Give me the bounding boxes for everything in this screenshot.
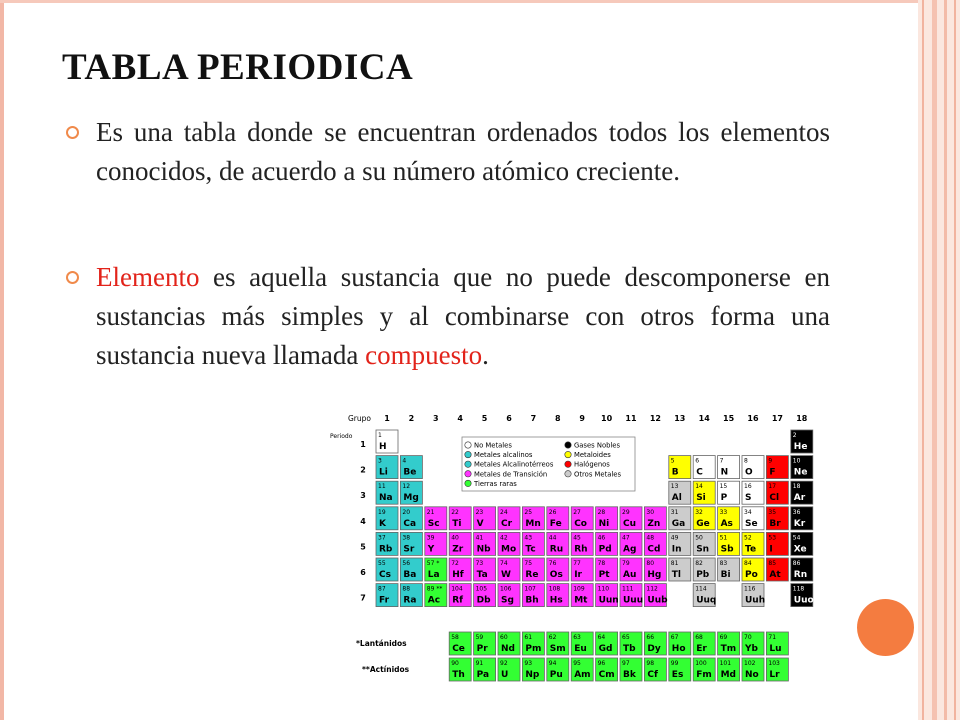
element-symbol: Fe: [549, 518, 562, 529]
bullet-definition-elemento: [96, 258, 830, 375]
element-number: 89 **: [426, 585, 443, 593]
group-axis-label: Grupo: [348, 414, 371, 423]
element-symbol: Sn: [696, 544, 710, 555]
element-number: 11: [378, 483, 386, 491]
element-number: 74: [500, 560, 508, 567]
element-symbol: Se: [745, 518, 758, 529]
element-symbol: Ca: [403, 518, 417, 529]
group-number-label: 15: [723, 414, 735, 423]
element-symbol: Ce: [452, 644, 465, 654]
element-number: 10: [792, 457, 801, 465]
bullet-marker-icon: [66, 271, 79, 284]
element-symbol: Nd: [501, 644, 515, 654]
legend-swatch-icon: [465, 451, 471, 457]
element-symbol: Ta: [476, 570, 488, 580]
group-number-label: 5: [481, 414, 488, 423]
element-number: 22: [451, 508, 459, 516]
element-symbol: Cr: [501, 518, 513, 529]
element-symbol: Gd: [598, 644, 613, 654]
element-number: 42: [500, 534, 508, 542]
element-number: 53: [768, 534, 777, 542]
element-number: 40: [451, 534, 459, 542]
element-number: 51: [719, 534, 728, 542]
element-symbol: Li: [379, 467, 388, 478]
element-symbol: Mg: [403, 493, 419, 504]
actinides-label: **Actínidos: [362, 665, 410, 674]
element-symbol: Sc: [427, 518, 440, 529]
element-number: 116: [744, 585, 756, 593]
element-number: 97: [622, 660, 630, 667]
element-number: 86: [792, 560, 801, 567]
element-number: 110: [597, 585, 610, 593]
element-number: 37: [378, 534, 386, 542]
element-number: 48: [646, 534, 655, 542]
element-number: 95: [573, 660, 581, 667]
element-number: 67: [670, 634, 679, 641]
element-number: 55: [378, 560, 386, 567]
element-number: 75: [524, 560, 533, 567]
element-symbol: Ni: [598, 518, 610, 529]
element-symbol: Db: [476, 595, 491, 606]
legend-swatch-icon: [465, 471, 471, 477]
element-number: 36: [792, 508, 801, 516]
legend-label: Metaloides: [574, 451, 611, 460]
group-number-label: 16: [747, 414, 759, 423]
element-symbol: Uub: [647, 595, 668, 606]
element-symbol: Pm: [525, 644, 542, 654]
element-number: 9: [768, 457, 773, 465]
orange-circle-decoration: [857, 599, 914, 656]
element-symbol: La: [427, 570, 440, 580]
element-number: 88: [402, 585, 411, 593]
element-number: 28: [597, 508, 606, 516]
element-number: 25: [524, 508, 533, 516]
element-symbol: Ru: [549, 544, 564, 555]
element-symbol: Pr: [476, 644, 488, 654]
element-number: 63: [573, 634, 581, 641]
element-symbol: Rb: [379, 544, 393, 555]
element-symbol: Ir: [574, 570, 582, 580]
element-symbol: Bk: [623, 670, 636, 680]
legend-label: Metales alcalinos: [474, 451, 533, 460]
element-number: 6: [695, 457, 700, 465]
legend-swatch-icon: [565, 461, 571, 467]
group-number-label: 3: [433, 414, 439, 423]
element-number: 4: [402, 457, 407, 465]
element-number: 30: [646, 508, 655, 516]
element-symbol: Zn: [647, 518, 661, 529]
element-symbol: Sg: [501, 595, 514, 606]
element-symbol: Si: [696, 493, 706, 504]
bullet-marker-icon: [66, 126, 79, 139]
element-symbol: Ar: [793, 493, 806, 504]
element-symbol: F: [769, 467, 776, 478]
element-number: 46: [597, 534, 606, 542]
element-symbol: At: [769, 570, 781, 580]
element-number: 13: [670, 483, 679, 491]
element-number: 109: [573, 585, 585, 593]
element-number: 12: [402, 483, 411, 491]
element-symbol: W: [501, 570, 511, 580]
period-number-label: 6: [360, 568, 366, 577]
element-symbol: Rf: [452, 595, 464, 606]
element-number: 81: [670, 560, 679, 567]
element-symbol: As: [720, 518, 733, 529]
group-number-label: 14: [698, 414, 710, 423]
element-number: 62: [548, 634, 557, 641]
element-symbol: Na: [379, 493, 393, 504]
element-number: 66: [646, 634, 655, 641]
element-symbol: Rn: [793, 570, 808, 580]
periodic-table-image: [330, 410, 822, 694]
element-number: 17: [768, 483, 777, 491]
element-number: 50: [695, 534, 703, 542]
element-number: 21: [426, 508, 435, 516]
element-number: 108: [548, 585, 561, 593]
group-number-label: 4: [457, 414, 463, 423]
element-symbol: Re: [525, 570, 539, 580]
period-number-label: 3: [360, 491, 366, 501]
element-symbol: In: [671, 544, 682, 555]
element-symbol: Cl: [769, 493, 780, 504]
group-number-label: 18: [796, 414, 808, 423]
element-number: 64: [597, 634, 606, 641]
group-number-label: 8: [555, 414, 561, 423]
element-number: 68: [695, 634, 703, 641]
element-symbol: Md: [720, 670, 737, 680]
element-number: 72: [451, 560, 459, 567]
group-number-label: 9: [579, 414, 585, 423]
legend-swatch-icon: [565, 451, 571, 457]
top-border: [0, 0, 960, 3]
element-number: 41: [475, 534, 484, 542]
legend-label: Metales de Transición: [474, 470, 548, 479]
element-symbol: Al: [671, 493, 682, 504]
element-symbol: Fm: [696, 670, 712, 680]
element-symbol: Po: [745, 570, 758, 580]
element-symbol: Tb: [623, 644, 636, 654]
element-number: 90: [451, 660, 459, 667]
element-number: 14: [695, 483, 703, 491]
element-symbol: C: [696, 467, 703, 478]
element-symbol: Mo: [501, 544, 517, 555]
legend-label: Halógenos: [574, 460, 610, 469]
element-symbol: Pt: [598, 570, 610, 580]
element-symbol: Sb: [720, 544, 734, 555]
element-symbol: Fr: [379, 595, 390, 606]
element-symbol: Ga: [671, 518, 686, 529]
element-number: 20: [402, 508, 411, 516]
element-symbol: Ti: [452, 518, 462, 529]
bullet-text: Es una tabla donde se encuentran ordenados todos los elementos conocidos, de acuerdo a su número atómico creciente.: [96, 117, 830, 186]
element-symbol: Uun: [598, 595, 619, 606]
element-number: 69: [719, 634, 728, 641]
element-number: 118: [792, 585, 805, 593]
element-symbol: Sm: [549, 644, 566, 654]
element-number: 105: [475, 585, 488, 593]
element-number: 83: [719, 560, 728, 567]
element-symbol: Tm: [720, 644, 737, 654]
element-symbol: Uuh: [745, 595, 766, 606]
element-number: 104: [451, 585, 463, 593]
element-symbol: Bi: [720, 570, 731, 580]
element-number: 114: [695, 585, 707, 593]
element-symbol: Tc: [525, 544, 536, 555]
bullet-definition-tabla: [96, 113, 830, 191]
element-number: 32: [695, 508, 703, 516]
legend-swatch-icon: [465, 461, 471, 467]
element-number: 60: [500, 634, 508, 641]
element-number: 91: [475, 660, 484, 667]
element-number: 84: [744, 560, 752, 567]
element-symbol: Uuq: [696, 595, 717, 606]
right-decorative-stripes: [918, 0, 960, 720]
element-number: 94: [548, 660, 557, 667]
element-symbol: Hg: [647, 570, 662, 580]
element-number: 79: [622, 560, 630, 567]
element-number: 16: [744, 483, 752, 491]
element-symbol: Cf: [647, 670, 658, 680]
element-symbol: No: [745, 670, 759, 680]
element-symbol: Zr: [452, 544, 464, 555]
slide-title: TABLA PERIODICA: [62, 47, 414, 88]
element-symbol: Yb: [745, 644, 758, 654]
element-symbol: Th: [452, 670, 465, 680]
element-number: 101: [719, 660, 732, 667]
element-number: 99: [670, 660, 679, 667]
element-number: 49: [670, 534, 679, 542]
element-number: 57 *: [426, 560, 440, 567]
element-symbol: Xe: [793, 544, 807, 555]
periodic-table-svg: [330, 410, 822, 690]
element-number: 100: [695, 660, 707, 667]
element-number: 26: [548, 508, 557, 516]
element-symbol: Sr: [403, 544, 415, 555]
group-number-label: 7: [530, 414, 537, 423]
element-symbol: Np: [525, 670, 540, 680]
element-symbol: Ho: [671, 644, 686, 654]
element-symbol: Ne: [793, 467, 808, 478]
period-number-label: 2: [360, 465, 366, 475]
element-symbol: Rh: [574, 544, 588, 555]
element-number: 27: [573, 508, 581, 516]
element-symbol: Pu: [549, 670, 563, 680]
legend-swatch-icon: [465, 480, 471, 486]
element-symbol: Ra: [403, 595, 417, 606]
element-symbol: Hf: [452, 570, 464, 580]
element-number: 85: [768, 560, 777, 567]
element-number: 44: [548, 534, 557, 542]
element-symbol: Am: [574, 670, 591, 680]
element-number: 38: [402, 534, 411, 542]
element-symbol: Uuu: [623, 595, 644, 606]
element-number: 77: [573, 560, 581, 567]
element-symbol: Au: [623, 570, 637, 580]
group-number-label: 17: [771, 414, 783, 423]
element-symbol: Lr: [769, 670, 780, 680]
lanthanides-label: *Lantánidos: [356, 639, 407, 648]
element-number: 54: [792, 534, 801, 542]
element-number: 18: [792, 483, 801, 491]
element-symbol: Dy: [647, 644, 661, 654]
bullet-text: es aquella sustancia que no puede descomponerse en sustancias más simples y al combinarse con otros forma una sustancia nueva llamada: [96, 262, 830, 370]
element-symbol: Cd: [647, 544, 661, 555]
element-number: 56: [402, 560, 411, 567]
element-number: 98: [646, 660, 655, 667]
element-symbol: Uuo: [793, 595, 814, 606]
period-number-label: 5: [360, 542, 366, 552]
element-symbol: Ba: [403, 570, 417, 580]
element-symbol: Co: [574, 518, 587, 529]
element-symbol: Ac: [427, 595, 441, 606]
element-number: 61: [524, 634, 533, 641]
element-number: 19: [378, 508, 386, 516]
element-symbol: Bh: [525, 595, 539, 606]
legend-label: Metales Alcalinotérreos: [474, 460, 554, 469]
element-number: 70: [744, 634, 752, 641]
element-symbol: Eu: [574, 644, 587, 654]
group-number-label: 12: [649, 414, 661, 423]
left-border: [0, 0, 4, 720]
element-symbol: U: [501, 670, 509, 680]
element-symbol: Hs: [549, 595, 563, 606]
element-symbol: Es: [671, 670, 684, 680]
element-number: 107: [524, 585, 536, 593]
element-symbol: V: [476, 518, 484, 529]
element-symbol: Pd: [598, 544, 612, 555]
element-number: 92: [500, 660, 508, 667]
bullet-end: .: [482, 340, 489, 370]
element-symbol: Tl: [671, 570, 682, 580]
element-symbol: Pa: [476, 670, 490, 680]
element-symbol: Cs: [379, 570, 391, 580]
element-symbol: Lu: [769, 644, 782, 654]
element-symbol: I: [769, 544, 773, 555]
element-number: 112: [646, 585, 658, 593]
legend-label: Tierras raras: [474, 479, 517, 488]
element-symbol: Br: [769, 518, 781, 529]
element-number: 8: [744, 457, 748, 465]
element-symbol: H: [379, 442, 387, 452]
element-symbol: Ge: [696, 518, 710, 529]
element-number: 106: [500, 585, 512, 593]
element-number: 35: [768, 508, 777, 516]
element-number: 29: [622, 508, 630, 516]
element-number: 102: [744, 660, 756, 667]
element-number: 24: [500, 508, 508, 516]
element-symbol: S: [745, 493, 752, 504]
element-number: 39: [426, 534, 435, 542]
element-symbol: K: [379, 518, 386, 529]
group-number-label: 2: [408, 414, 415, 423]
element-symbol: O: [745, 467, 753, 478]
element-number: 15: [719, 483, 728, 491]
element-symbol: N: [720, 467, 729, 478]
element-number: 47: [622, 534, 630, 542]
element-symbol: Y: [427, 544, 435, 555]
legend-swatch-icon: [565, 442, 571, 448]
element-symbol: Pb: [696, 570, 710, 580]
element-symbol: B: [671, 467, 679, 478]
element-number: 2: [792, 432, 797, 439]
group-number-label: 1: [384, 414, 390, 423]
element-number: 80: [646, 560, 655, 567]
element-number: 33: [719, 508, 728, 516]
element-symbol: Ag: [623, 544, 637, 555]
element-symbol: He: [793, 442, 808, 452]
element-number: 71: [768, 634, 777, 641]
legend-label: No Metales: [474, 441, 512, 450]
element-symbol: Nb: [476, 544, 491, 555]
element-symbol: Be: [403, 467, 417, 478]
element-symbol: P: [720, 493, 728, 504]
element-symbol: Cm: [598, 670, 615, 680]
legend-swatch-icon: [465, 442, 471, 448]
group-number-label: 6: [506, 414, 512, 423]
element-number: 1: [378, 432, 382, 439]
period-number-label: 7: [360, 593, 366, 603]
element-number: 31: [670, 508, 679, 516]
element-number: 65: [622, 634, 630, 641]
element-number: 93: [524, 660, 533, 667]
element-symbol: Er: [696, 644, 707, 654]
element-number: 5: [670, 457, 675, 465]
element-number: 96: [597, 660, 606, 667]
element-symbol: Os: [549, 570, 563, 580]
highlight-compuesto: compuesto: [365, 340, 483, 370]
element-symbol: Mt: [574, 595, 588, 606]
group-number-label: 11: [625, 414, 637, 423]
element-number: 23: [475, 508, 484, 516]
highlight-elemento: Elemento: [96, 262, 200, 292]
legend-label: Gases Nobles: [574, 441, 621, 450]
element-symbol: Mn: [525, 518, 541, 529]
element-symbol: Kr: [793, 518, 806, 529]
element-number: 43: [524, 534, 533, 542]
group-number-label: 10: [601, 414, 613, 423]
element-number: 58: [451, 634, 459, 641]
group-number-label: 13: [674, 414, 686, 423]
element-number: 34: [744, 508, 752, 516]
element-number: 111: [622, 585, 634, 593]
element-number: 52: [744, 534, 752, 542]
element-number: 59: [475, 634, 484, 641]
element-number: 87: [378, 585, 386, 593]
element-number: 78: [597, 560, 606, 567]
period-number-label: 4: [360, 516, 366, 526]
element-number: 73: [475, 560, 484, 567]
element-number: 7: [719, 457, 724, 465]
period-axis-label: Periodo: [330, 433, 353, 440]
legend-swatch-icon: [565, 471, 571, 477]
element-symbol: Cu: [623, 518, 637, 529]
element-number: 82: [695, 560, 703, 567]
legend-label: Otros Metales: [574, 470, 622, 479]
element-number: 76: [548, 560, 557, 567]
element-number: 3: [378, 457, 382, 465]
period-number-label: 1: [360, 440, 366, 449]
element-number: 45: [573, 534, 581, 542]
element-number: 103: [768, 660, 780, 667]
element-symbol: Te: [745, 544, 757, 555]
